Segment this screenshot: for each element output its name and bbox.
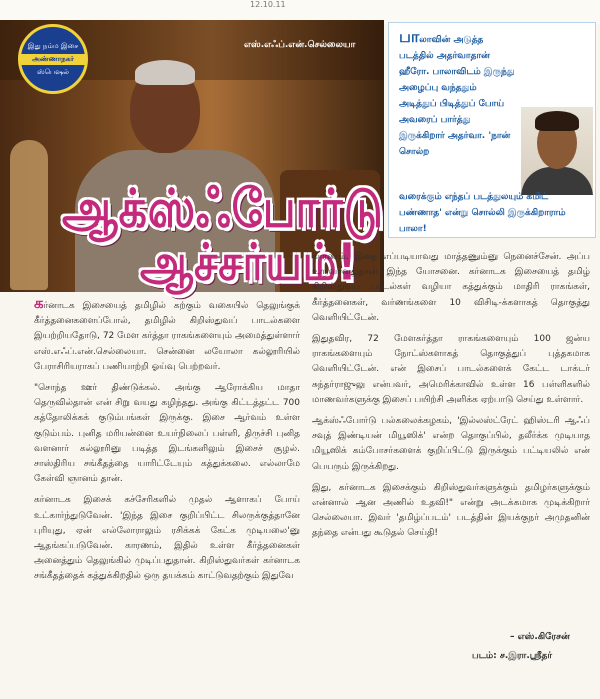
section-badge (18, 24, 88, 94)
director-photo-hair (535, 111, 579, 131)
badge-line-2: அண்ணாநகர் (21, 54, 85, 65)
article-column-1 (34, 296, 300, 591)
photo-person-hair (135, 60, 195, 85)
paragraph: இதுதவிர, 72 மேளகர்த்தா ராகங்களையும் 100 ஜன்ய ராகங்களையும் நோட்ஸ்களாகத் தொகுத்துப் புத்தகமாக வெளியிட்டேன். என் இசைப் பாடல்களைக் கேட்ட டாக்டர் சுந்தர்ராஜுலு என்பவர், அமெரிக்காவில் உள்ள 16 பள்ளிகளில் மாணவர்களுக்கு இசைப் பயிற்சி அளிக்க ஏற்பாடு செய்து உள்ளார். (312, 334, 590, 405)
sidebar-dropcap: பா (399, 27, 420, 46)
page-number: 12.10.11 (250, 0, 286, 9)
sidebar-news-box (388, 22, 596, 238)
photo-statue (10, 140, 48, 290)
paragraph: கர்னாடக இசைக் கச்சேரிகளில் முதல் ஆளாகப் போய் உட்கார்ந்துடுவேன். 'இந்த இசை குறிப்பிட்ட சிலருக்குத்தானே புரியுது, ஏன் எல்லோராலும் ரசிக்கக் கேட்க முடியலை'னு ஆதங்கப்படுவேன். காரணம், இதில் உள்ள கீர்த்தனைகள் அனைத்தும் தெலுங்கில் முடிப்பதுதான். கிறிஸ்துவர்கள் கர்னாடக சங்கீதத்தைக் கத்துக்கிறதில் ஒரு தயக்கம் காட்டுவதற்கும் இதுவே (34, 495, 300, 582)
paragraph: இது, கர்னாடக இசைக்கும் கிறிஸ்துவர்களுக்கும் தமிழர்களுக்கும் என்னால் ஆன அணில் உதவி!" என்று அடக்கமாக முடிக்கிறார் செல்லையா. இவர் 'தமிழ்ப்படம்' படத்தின் இயக்குநர் அமுதனின் தந்தை என்பது கூடுதல் செய்தி! (312, 482, 590, 539)
paragraph: ஆக்ஸ்ஃபோர்டு பல்கலைக்கழகம், 'இல்லஸ்ட்ரேட் ஹிஸ்டரி ஆஃப் சவுத் இண்டியன் மியூஸிக்' என்ற தொகுப்பில், தலீர்க்க முடியாத மியூஸிக் கம்போசர்களைக் குறிப்பிட்டு இருக்கும் பட்டியலில் என் பெயரும் இருக்கிறது. (312, 416, 590, 472)
photo-credit-name: எஸ்.எஃப்.என்.செல்லையா (244, 40, 356, 50)
photographer-credit: படம்: ச.இரா.ஸ்ரீதர் (472, 651, 553, 661)
paragraph (34, 296, 300, 375)
article-column-2 (312, 244, 590, 548)
paragraph: "சொந்த ஊர் திண்டுக்கல். அங்கு ஆரோக்கிய மாதா தெருவில்தான் என் சிறு வயது கழிந்தது. அங்கு கிட்டத்தட்ட 700 கத்தோலிக்கக் குடும்பங்கள் இருக்கு. இசை ஆர்வம் உள்ள குடும்பம். புனித மரியன்னை உயர்நிலைப் பள்ளி, திருச்சி புனித வளனார் கல்லூரினு படித்த இடங்களிலும் இசைச் சூழல். சாஸ்திரிய சங்கீதத்தை யாரிட்டேயும் கத்துக்கலை. எல்லாமே கேள்வி ஞானம் தான். (34, 383, 300, 485)
headline-line-2: ஆச்சர்யம்! (140, 232, 358, 292)
paragraph-text: ர்னாடக இசையைத் தமிழில் கற்கும் வகையில் தெலுங்குக் கீர்த்தனைகளைப்போல், தமிழில் கிறிஸ்துவப் பாடல்களை இயற்றியதோடு, 72 மேள கர்த்தா ராகங்களையும் அமைத்துள்ளார் எஸ்.எஃப்.என்.செல்லையா. சென்னை லயோலா கல்லூரியில் பேராசிரியராகப் பணியாற்றி ஓய்வு பெற்றவர். (34, 301, 300, 372)
article-dropcap: க (34, 294, 44, 312)
paragraph: காரணம். இதை எப்படியாவது மாத்தணும்னு நெனைச்சேன். அப்ப உருவானதுதான் இந்த யோசனை. கர்னாடக இசையைத் தமிழ் கிறிஸ்துவப் பாடல்கள் வழியா கத்துக்கும் மாதிரி ராகங்கள், கீர்த்தனைகள், வர்ணங்களை 10 விசிடி-க்களாகத் தொகுத்து வெளியிட்டேன். (312, 252, 590, 323)
headline-line-1: ஆக்ஸ்ஃபோர்டு (62, 178, 384, 240)
sidebar-text-continued: வரைக்கும் எந்தப் படத்துலயும் கமிட் பண்ணாத' என்று சொல்லி இருக்கிறாராம் பாலா! (399, 192, 566, 234)
author-credit: – எஸ்.கிரேசன் (510, 632, 570, 642)
sidebar-text-body: லாவின் அடுத்த படத்தில் அதர்வாதான் ஹீரோ. பாலாவிடம் இருந்து அழைப்பு வந்ததும் அடித்துப் பிடித்துப் போய் அவரைப் பார்த்து இருக்கிறார் அதர்வா. 'நான் சொல்ற (399, 35, 515, 157)
director-photo (521, 107, 593, 195)
badge-line-1: இது நம்ம இசை (27, 42, 79, 50)
badge-line-3: ஸ்பெஷல் (37, 68, 69, 76)
sidebar-text (399, 29, 517, 160)
